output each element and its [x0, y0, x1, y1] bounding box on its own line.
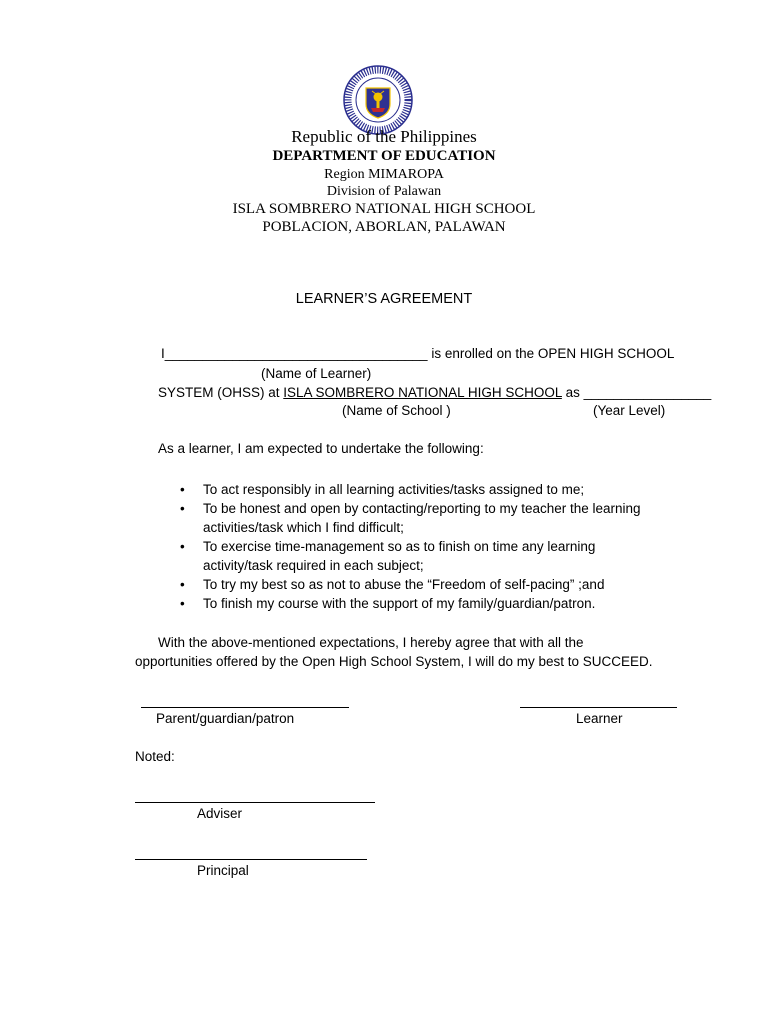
list-item	[180, 499, 700, 537]
adviser-signature-line[interactable]	[135, 802, 375, 803]
enrollment-system-text: SYSTEM (OHSS) at	[158, 385, 284, 400]
learner-name-caption: (Name of Learner)	[261, 366, 372, 381]
expectations-list	[180, 480, 700, 613]
enrollment-prefix: I	[161, 346, 165, 361]
list-item	[180, 537, 700, 575]
school-name-caption: (Name of School )	[342, 403, 451, 418]
deped-seal-logo	[342, 64, 414, 136]
principal-signature-line[interactable]	[135, 859, 367, 860]
closing-line-2: opportunities offered by the Open High School System, I will do my best to SUCCEED.	[135, 654, 653, 669]
closing-line-1: With the above-mentioned expectations, I hereby agree that with all the	[158, 635, 584, 650]
learner-signature-line[interactable]	[520, 707, 677, 708]
document-title: LEARNER’S AGREEMENT	[295, 291, 473, 307]
header-republic: Republic of the Philippines	[291, 127, 477, 146]
list-item-line: To be honest and open by contacting/reporting to my teacher the learning	[203, 501, 641, 516]
list-item	[180, 575, 700, 594]
year-level-caption: (Year Level)	[593, 403, 666, 418]
principal-signature-label: Principal	[197, 863, 249, 878]
learner-signature-label: Learner	[576, 711, 623, 726]
adviser-signature-label: Adviser	[197, 806, 243, 821]
bullet-icon: •	[180, 577, 185, 592]
bullet-icon: •	[180, 539, 185, 554]
header-school-name: ISLA SOMBRERO NATIONAL HIGH SCHOOL	[232, 201, 536, 217]
list-item-line: activities/task which I find difficult;	[203, 520, 404, 535]
enrollment-line-2	[158, 385, 711, 400]
list-item-line: activity/task required in each subject;	[203, 558, 424, 573]
bullet-icon: •	[180, 596, 185, 611]
list-item-line: To exercise time-management so as to finish on time any learning	[203, 539, 596, 554]
header-department: DEPARTMENT OF EDUCATION	[272, 148, 496, 164]
parent-signature-line[interactable]	[141, 707, 349, 708]
list-item	[180, 594, 700, 613]
list-item	[180, 480, 700, 499]
header-division: Division of Palawan	[326, 184, 442, 199]
bullet-icon: •	[180, 501, 185, 516]
noted-label: Noted:	[135, 749, 175, 764]
bullet-icon: •	[180, 482, 185, 497]
list-item-line: To act responsibly in all learning activities/tasks assigned to me;	[203, 482, 585, 497]
expectations-intro: As a learner, I am expected to undertake the following:	[158, 441, 484, 456]
parent-signature-label: Parent/guardian/patron	[156, 711, 295, 726]
enrollment-as-text: as	[561, 385, 584, 400]
school-name-underlined: ISLA SOMBRERO NATIONAL HIGH SCHOOL	[283, 385, 562, 400]
learner-name-blank[interactable]: ___________________________________	[164, 346, 428, 361]
list-item-line: To try my best so as not to abuse the “Freedom of self-pacing” ;and	[203, 577, 605, 592]
enrollment-suffix: is enrolled on the OPEN HIGH SCHOOL	[427, 346, 675, 361]
enrollment-line-1	[161, 346, 674, 361]
list-item-line: To finish my course with the support of my family/guardian/patron.	[203, 596, 596, 611]
header-region: Region MIMAROPA	[324, 167, 444, 182]
header-school-address: POBLACION, ABORLAN, PALAWAN	[262, 219, 506, 235]
year-level-blank[interactable]: _________________	[583, 385, 712, 400]
